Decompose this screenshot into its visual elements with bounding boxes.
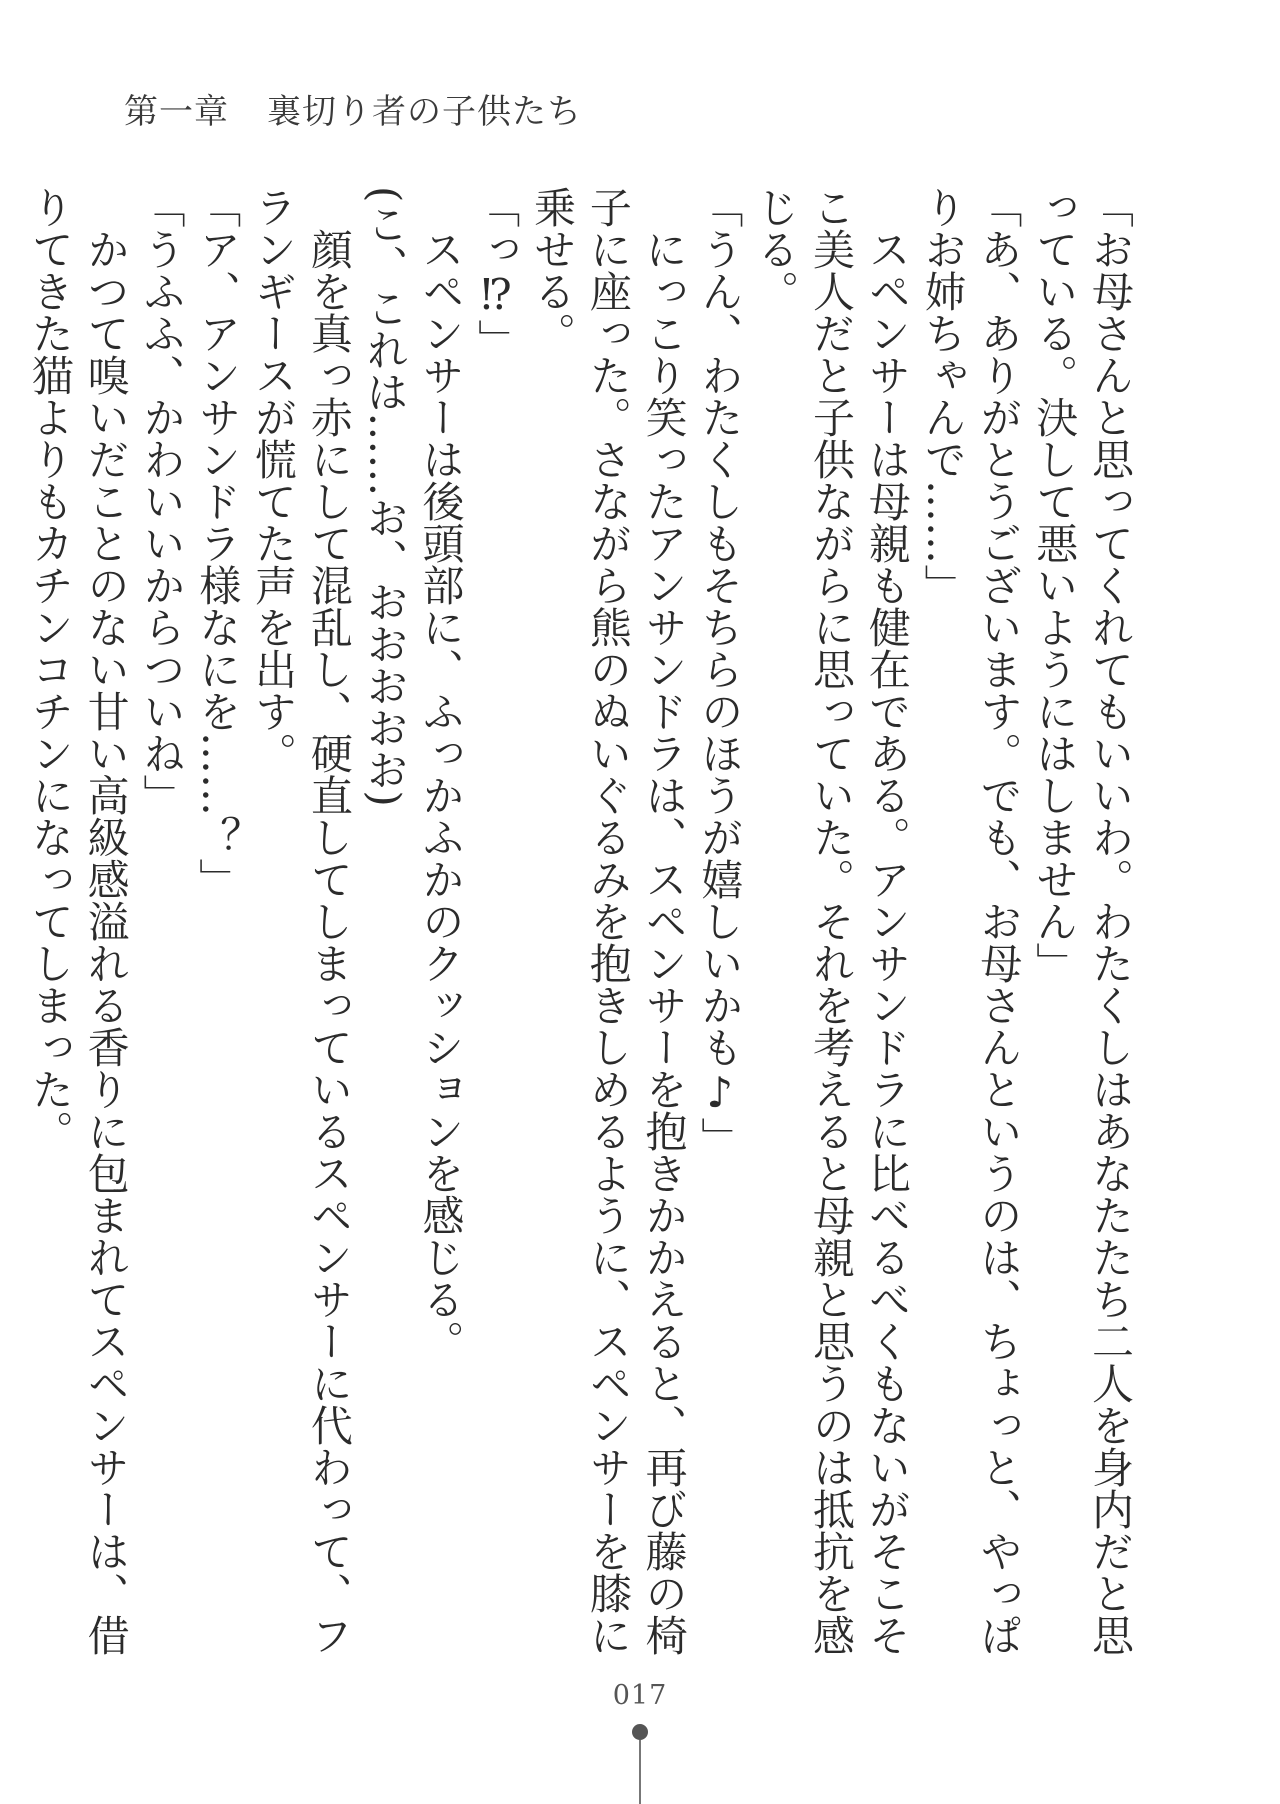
paragraph: かつて嗅いだことのない甘い高級感溢れる香りに包まれてスペンサーは、借りてきた猫よりもカチンコチンになってしまった。 <box>25 186 131 1656</box>
paragraph: 「お母さんと思ってくれてもいいわ。わたくしはあなたたち二人を身内だと思っている。決して悪いようにはしません」 <box>1030 186 1135 1656</box>
page-marker-icon <box>631 1723 649 1804</box>
paragraph: 顔を真っ赤にして混乱し、硬直してしまっているスペンサーに代わって、フランギースが慌てた声を出す。 <box>249 186 354 1656</box>
paragraph: スペンサーは母親も健在である。アンサンドラに比べるべくもないがそこそこ美人だと子供ながらに思っていた。それを考えると母親と思うのは抵抗を感じる。 <box>751 186 912 1656</box>
paragraph: にっこり笑ったアンサンドラは、スペンサーを抱きかかえると、再び藤の椅子に座った。さながら熊のぬいぐるみを抱きしめるように、スペンサーを膝に乗せる。 <box>528 186 689 1656</box>
chapter-header <box>124 84 582 133</box>
paragraph: スペンサーは後頭部に、ふっかふかのクッションを感じる。 <box>416 228 466 1362</box>
paragraph: 「ア、アンサンドラ様なにを……？」 <box>193 186 243 900</box>
paragraph: 「うん、わたくしもそちらのほうが嬉しいかも♪」 <box>695 186 745 1159</box>
paragraph: 「あ、ありがとうございます。でも、お母さんというのは、ちょっと、やっぱりお姉ちゃんで……」 <box>918 186 1024 1656</box>
paragraph: 「うふふ、かわいいからついね」 <box>137 186 187 816</box>
page-number: 017 <box>612 1680 668 1711</box>
paragraph: (こ、これは……お、おおおおお) <box>360 186 410 807</box>
chapter-title: 裏切り者の子供たち <box>267 92 582 132</box>
body-text <box>25 186 1138 1666</box>
chapter-number: 第一章 <box>124 92 229 132</box>
paragraph: 「っ⁉」 <box>472 186 522 361</box>
